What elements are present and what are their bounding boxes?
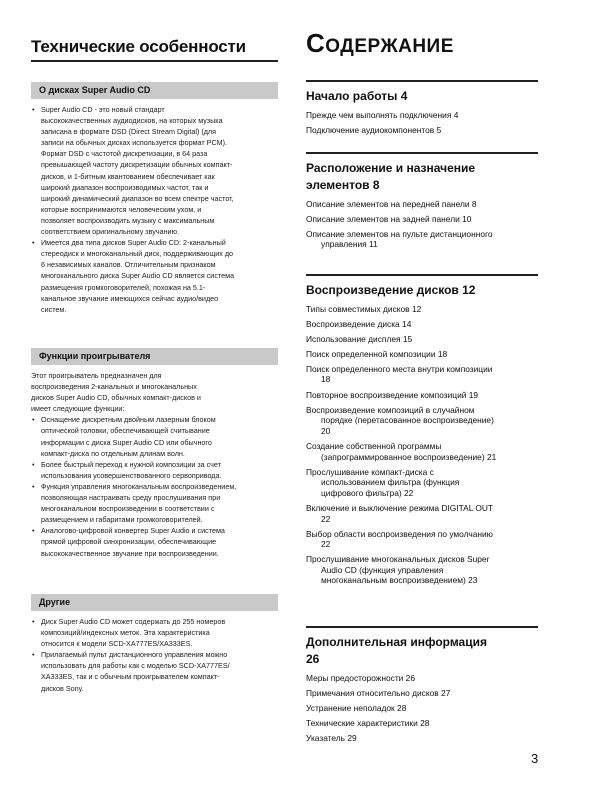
- toc-heading[interactable]: Расположение и назначение элементов 8: [306, 161, 476, 192]
- toc-entry[interactable]: Указатель 29: [306, 732, 357, 743]
- toc-section: [306, 626, 538, 743]
- toc-entry[interactable]: Меры предосторожности 26: [306, 672, 415, 683]
- toc-entry[interactable]: Использование дисплея 15: [306, 333, 413, 344]
- toc-entry[interactable]: Прослушивание многоканальных дисков Super Audio CD (функция управления многоканальным воспроизведением) 23: [306, 554, 490, 586]
- section-other: [31, 594, 278, 694]
- toc-entry[interactable]: Выбор области воспроизведения по умолчанию 22: [306, 528, 493, 550]
- section-heading: О дисках Super Audio CD: [31, 82, 278, 99]
- toc-title: СОДЕРЖАНИЕ: [306, 28, 454, 58]
- section-heading: Функции проигрывателя: [31, 348, 278, 365]
- page-number: 3: [531, 751, 539, 766]
- bullet-item: • Более быстрый переход к нужной композиции за счет использования усовершенствованного сервопривода.: [31, 459, 278, 481]
- toc-heading[interactable]: Начало работы 4: [306, 89, 408, 103]
- toc-entry[interactable]: Повторное воспроизведение композиций 19: [306, 389, 479, 400]
- toc-heading[interactable]: Воспроизведение дисков 12: [306, 283, 476, 297]
- toc-heading[interactable]: Дополнительная информация 26: [306, 635, 487, 666]
- toc-entry[interactable]: Описание элементов на задней панели 10: [306, 213, 472, 224]
- bullet-item: • Super Audio CD - это новый стандарт высококачественных аудиодисков, на которых музыка записана в формате DSD (Direct Stream Digital) (для записи на обычных дисках используется формат PCM). Формат DSD с частотой дискретизации, в 64 раза превышающей частоту дискретизации обычных компакт- дисков, и 1-битным квантованием обеспечивает как широкий диапазон воспроизводимых частот, так и широкий динамический диапазон во всем спектре частот, которые воспринимаются человеческим ухом, и позволяет воспроизводить музыку с максимальным соответствием оригинальному звучанию.: [31, 104, 278, 237]
- toc-entry[interactable]: Прослушивание компакт-диска с использованием фильтра (функция цифрового фильтра) 22: [306, 466, 460, 498]
- intro-paragraph: Этот проигрыватель предназначен для воспроизведения 2-канальных и многоканальных дисков Super Audio CD, обычных компакт-дисков и имеет следующие функции:: [31, 371, 201, 414]
- toc-rule: [306, 80, 538, 82]
- bullet-item: • Диск Super Audio CD может содержать до 255 номеров композиций/индексных меток. Эта характеристика относится к модели SCD-XA777ES/XA333ES.: [31, 616, 278, 649]
- toc-entry[interactable]: Примечания относительно дисков 27: [306, 687, 451, 698]
- toc-entry[interactable]: Устранение неполадок 28: [306, 702, 407, 713]
- toc-entry[interactable]: Создание собственной программы (запрограммированное воспроизведение) 21: [306, 440, 497, 462]
- section-player-functions: [31, 348, 278, 559]
- toc-section: [306, 274, 538, 586]
- section-body: [31, 616, 278, 694]
- bullet-item: • Оснащение дискретным двойным лазерным блоком оптической головки, обеспечивающей считывание информации с диска Super Audio CD или обычного компакт-диска по отдельным длинам волн.: [31, 414, 278, 458]
- section-body: [31, 104, 278, 315]
- toc-entry[interactable]: Воспроизведение диска 14: [306, 318, 412, 329]
- toc-entry[interactable]: Подключение аудиокомпонентов 5: [306, 124, 442, 135]
- toc-entry[interactable]: Технические характеристики 28: [306, 717, 430, 728]
- toc-rule: [306, 274, 538, 276]
- toc-section: [306, 80, 538, 135]
- toc-entry[interactable]: Поиск определенной композиции 18: [306, 348, 448, 359]
- title-rule: [31, 60, 278, 62]
- section-super-audio-cd: [31, 82, 278, 315]
- toc-entry[interactable]: Воспроизведение композиций в случайном порядке (перетасованное воспроизведение) 20: [306, 404, 494, 436]
- toc-rule: [306, 152, 538, 154]
- toc-entry[interactable]: Поиск определенного места внутри композиции 18: [306, 363, 493, 385]
- section-heading: Другие: [31, 594, 278, 611]
- toc-section: [306, 152, 538, 250]
- bullet-item: • Аналогово-цифровой конвертер Super Audio и система прямой цифровой синхронизации, обеспечивающие высококачественное звучание при воспроизведении.: [31, 525, 278, 558]
- section-body: [31, 370, 278, 559]
- toc-entry[interactable]: Описание элементов на пульте дистанционного управления 11: [306, 228, 493, 250]
- toc-entry[interactable]: Описание элементов на передней панели 8: [306, 198, 477, 209]
- bullet-item: • Имеется два типа дисков Super Audio CD: 2-канальный стереодиск и многоканальный диск, поддерживающих до 6 независимых каналов. Отличительным признаком многоканального диска Super Audio CD является система размещения громкоговорителей, похожая на 5.1- канальное звучание имеющихся сейчас аудио/видео систем.: [31, 237, 278, 315]
- toc-entry[interactable]: Типы совместимых дисков 12: [306, 303, 422, 314]
- toc-rule: [306, 626, 538, 628]
- toc-entry[interactable]: Прежде чем выполнять подключения 4: [306, 109, 459, 120]
- toc-entry[interactable]: Включение и выключение режима DIGITAL OUT 22: [306, 502, 494, 524]
- bullet-item: • Функция управления многоканальным воспроизведением, позволяющая настраивать среду прослушивания при многоканальном воспроизведении в соответствии с размещением и габаритами громкоговорителей.: [31, 481, 278, 525]
- features-title: Технические особенности: [31, 37, 246, 56]
- bullet-item: • Прилагаемый пульт дистанционного управления можно использовать для работы как с моделью SCD-XA777ES/ XA333ES, так и с обычным проигрывателем компакт- дисков Sony.: [31, 649, 278, 693]
